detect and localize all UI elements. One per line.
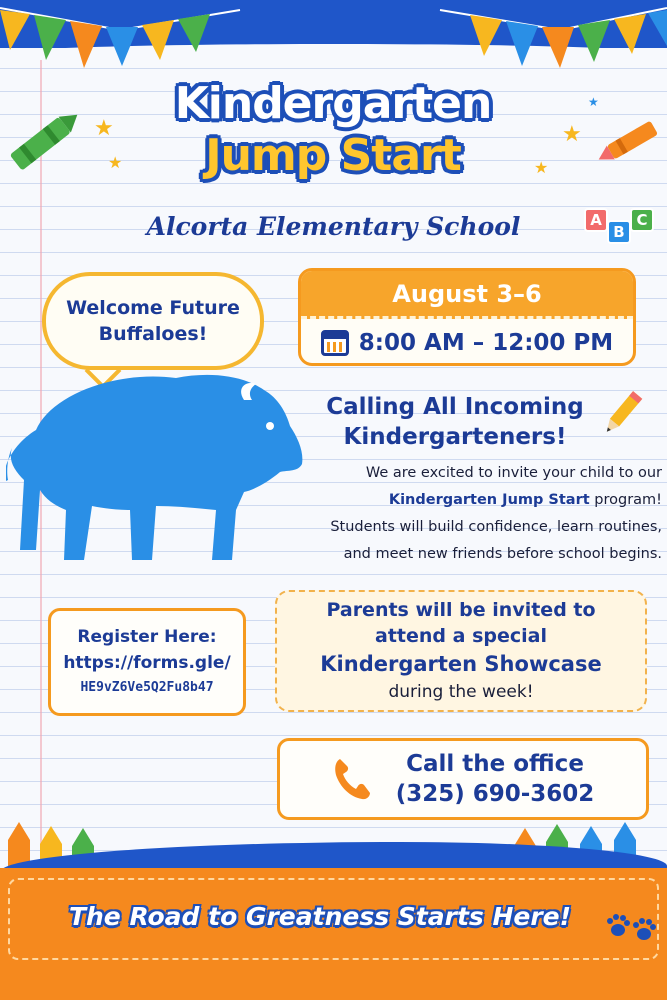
welcome-speech-bubble: [42, 272, 264, 370]
star-icon: ★: [588, 95, 599, 109]
register-label: Register Here:: [77, 627, 217, 647]
showcase-line-1: Parents will be invited to: [326, 599, 596, 621]
school-name: Alcorta Elementary School: [146, 212, 521, 241]
contact-label: Call the office: [406, 751, 584, 777]
showcase-note: [275, 590, 647, 712]
pennant-flag: [470, 15, 502, 56]
invite-heading-line-2: Kindergarteners!: [343, 424, 567, 450]
abc-block-icon: B: [607, 220, 631, 244]
star-icon: ★: [562, 122, 582, 147]
green-crayon-icon: [0, 100, 90, 180]
schedule-time: 8:00 AM – 12:00 PM: [358, 329, 614, 356]
contact-phone[interactable]: (325) 690-3602: [395, 781, 595, 807]
star-icon: ★: [94, 116, 114, 141]
calendar-icon: [321, 330, 349, 356]
bubble-line-2: Buffaloes!: [98, 323, 208, 345]
showcase-line-4: during the week!: [388, 682, 534, 702]
page-title: [132, 78, 534, 203]
schedule-time-row: [301, 319, 633, 366]
contact-card: [277, 738, 649, 820]
schedule-dates: August 3–6: [301, 271, 633, 319]
buffalo-mascot-icon: [6, 360, 306, 580]
title-line-2: Jump Start: [205, 130, 461, 181]
invite-body-line-2: [300, 487, 662, 514]
phone-icon: [332, 757, 372, 801]
pennant-flag: [142, 20, 174, 60]
pennant-flag: [178, 14, 210, 52]
register-link-code[interactable]: HE9vZ6Ve5Q2Fu8b47: [80, 680, 214, 695]
pennant-flag: [542, 27, 574, 68]
invite-body-line-4: and meet new friends before school begins.: [343, 546, 662, 562]
orange-crayon-icon: [594, 112, 664, 172]
contact-text: [396, 749, 595, 809]
abc-block-icon: A: [584, 208, 608, 232]
pennant-flag: [578, 20, 610, 62]
showcase-line-3: Kindergarten Showcase: [320, 652, 602, 676]
pennant-flag: [648, 10, 667, 46]
pennant-flag: [70, 21, 102, 68]
bubble-line-1: Welcome Future: [66, 297, 240, 319]
pennant-flag: [106, 27, 138, 66]
pennant-bunting: [0, 0, 667, 80]
pennant-flag: [506, 21, 538, 66]
pennant-flag: [34, 15, 66, 60]
invite-heading: [300, 392, 610, 452]
star-icon: ★: [108, 153, 123, 172]
register-link[interactable]: https://forms.gle/: [63, 653, 231, 673]
star-icon: ★: [534, 158, 549, 177]
invite-body: [300, 460, 662, 568]
schedule-box: [298, 268, 636, 366]
title-line-1: Kindergarten: [174, 78, 492, 129]
showcase-line-2: attend a special: [375, 625, 547, 647]
pennant-flag: [0, 10, 30, 50]
footer-banner: [0, 868, 667, 1000]
pennant-flag: [614, 14, 646, 54]
invite-heading-line-1: Calling All Incoming: [326, 394, 584, 420]
abc-block-icon: C: [630, 208, 654, 232]
paw-print-icon: [604, 904, 660, 944]
program-name: Kindergarten Jump Start: [388, 492, 590, 508]
invite-body-line-2-rest: program!: [589, 492, 662, 508]
invite-body-line-3: Students will build confidence, learn routines,: [330, 519, 662, 535]
invite-body-line-1: We are excited to invite your child to our: [365, 465, 662, 481]
register-card: [48, 608, 246, 716]
footer-slogan: The Road to Greatness Starts Here!: [68, 902, 572, 931]
